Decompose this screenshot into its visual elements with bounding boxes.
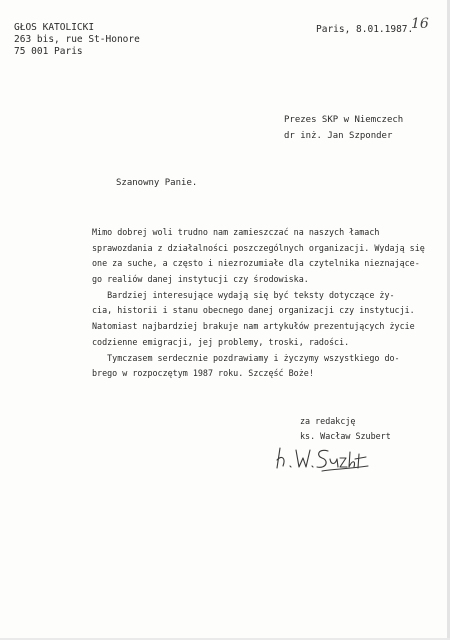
sender-street: 263 bis, rue St-Honore (14, 34, 140, 45)
body-line: codzienne emigracji, jej problemy, troski, radości. (92, 336, 350, 347)
body-line: Tymczasem serdecznie pozdrawiamy i życzymy wszystkiego do- (92, 352, 400, 363)
recipient-line-1: Prezes SKP w Niemczech (284, 115, 404, 125)
sender-name: GŁOS KATOLICKI (14, 22, 95, 33)
body-line: go realiów danej instytucji czy środowiska. (92, 274, 309, 285)
body-line: brego w rozpoczętym 1987 roku. Szczęść Boże! (92, 368, 314, 379)
sender-city: 75 001 Paris (14, 46, 83, 57)
recipient-block (284, 112, 403, 144)
handwritten-folio-number: 16 (411, 16, 429, 32)
salutation: Szanowny Panie. (116, 178, 198, 188)
body-line: sprawozdania z działalności poszczególnych organizacji. Wydają się (92, 242, 425, 253)
closing-line-2: ks. Wacław Szubert (300, 431, 391, 441)
recipient-line-2: dr inż. Jan Szponder (284, 131, 393, 141)
closing-line-1: za redakcję (300, 416, 356, 426)
sender-address-block (14, 22, 140, 58)
place-and-date: Paris, 8.01.1987. (316, 24, 414, 35)
handwritten-signature (272, 440, 372, 478)
body-line: one za suche, a często i niezrozumiałe dla czytelnika nieznające- (92, 258, 420, 269)
body-line: Bardziej interesujące wydają się być teksty dotyczące ży- (92, 289, 395, 300)
body-line: Natomiast najbardziej brakuje nam artykułów prezentujących życie (92, 321, 415, 332)
letter-body (92, 225, 425, 382)
body-line: Mimo dobrej woli trudno nam zamieszczać na naszych łamach (92, 227, 380, 237)
body-line: cia, historii i stanu obecnego danej organizacji czy instytucji. (92, 305, 415, 316)
